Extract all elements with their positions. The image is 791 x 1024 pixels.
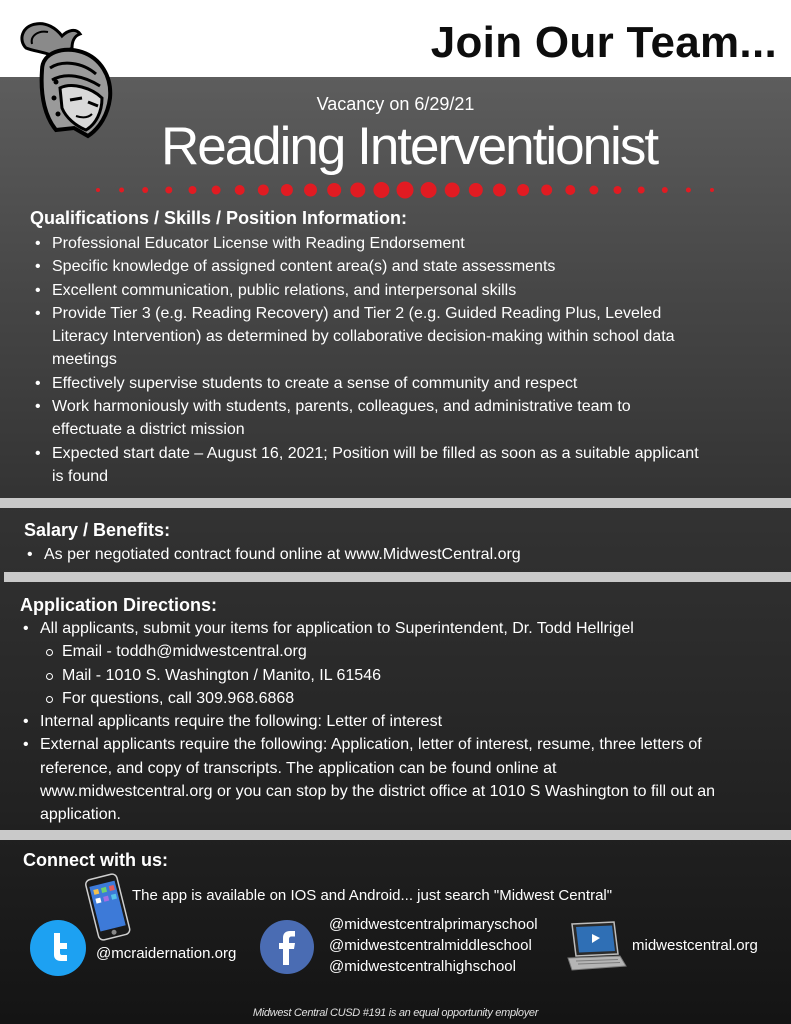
- decorative-dot: [235, 185, 245, 195]
- decorative-dot: [281, 184, 293, 196]
- facebook-pages: [329, 914, 538, 977]
- decorative-dot: [373, 182, 389, 198]
- section-divider: [0, 498, 791, 508]
- decorative-dot: [327, 183, 341, 197]
- decorative-dot: [212, 186, 221, 195]
- facebook-page-high[interactable]: @midwestcentralhighschool: [329, 958, 516, 975]
- list-item: • Effectively supervise students to create a sense of community and respect: [32, 372, 702, 395]
- list-item: • Provide Tier 3 (e.g. Reading Recovery) and Tier 2 (e.g. Guided Reading Plus, Leveled Literacy Intervention) as determined by collaborative decision-making within school data meetings: [32, 302, 702, 372]
- decorative-dot: [96, 188, 100, 192]
- decorative-dot: [350, 183, 365, 198]
- qualifications-heading: Qualifications / Skills / Position Information:: [30, 208, 408, 228]
- section-divider: [0, 830, 791, 840]
- list-item: • As per negotiated contract found online at www.MidwestCentral.org: [24, 543, 724, 566]
- email-contact: Email - toddh@midwestcentral.org: [40, 640, 732, 663]
- twitter-icon[interactable]: [29, 919, 87, 977]
- smartphone-icon: [80, 872, 136, 944]
- decorative-dot: [304, 184, 317, 197]
- list-item: • Work harmoniously with students, parents, colleagues, and administrative team to effectuate a district mission: [32, 395, 702, 442]
- application-list: [20, 617, 732, 827]
- facebook-page-middle[interactable]: @midwestcentralmiddleschool: [329, 937, 532, 954]
- list-item: • Professional Educator License with Reading Endorsement: [32, 232, 702, 255]
- list-item: [20, 617, 732, 710]
- decorative-dot: [493, 184, 506, 197]
- application-heading: Application Directions:: [20, 595, 218, 615]
- decorative-dot: [421, 182, 437, 198]
- salary-list: [24, 543, 724, 566]
- knight-helmet-logo: [16, 18, 120, 144]
- decorative-dot: [589, 186, 598, 195]
- application-intro: All applicants, submit your items for application to Superintendent, Dr. Todd Hellrigel: [40, 620, 634, 637]
- salary-heading: Salary / Benefits:: [24, 520, 171, 540]
- connect-heading: Connect with us:: [23, 850, 168, 870]
- facebook-page-primary[interactable]: @midwestcentralprimaryschool: [329, 916, 538, 933]
- app-availability-text: The app is available on IOS and Android... just search "Midwest Central": [132, 887, 613, 904]
- phone-contact: For questions, call 309.968.6868: [40, 687, 732, 710]
- decorative-dot: [397, 182, 414, 199]
- qualifications-list: [32, 232, 702, 488]
- list-item: • Specific knowledge of assigned content area(s) and state assessments: [32, 255, 702, 278]
- section-divider: [4, 572, 791, 582]
- job-title: Reading Interventionist: [160, 117, 658, 176]
- decorative-dot: [686, 188, 691, 193]
- decorative-dot: [258, 185, 269, 196]
- list-item: • Excellent communication, public relations, and interpersonal skills: [32, 279, 702, 302]
- decorative-dot: [189, 186, 197, 194]
- decorative-dot: [614, 186, 622, 194]
- join-our-team-headline: Join Our Team...: [430, 18, 777, 67]
- decorative-dot: [638, 187, 645, 194]
- list-item: • External applicants require the following: Application, letter of interest, resume, three letters of reference, and copy of transcripts. The application can be found online at www.midwestcentral.org or you can stop by the district office at 1010 S Washington to fill out an application.: [20, 733, 732, 826]
- decorative-dot: [142, 187, 148, 193]
- list-item: • Expected start date – August 16, 2021; Position will be filled as soon as a suitable applicant is found: [32, 442, 702, 489]
- facebook-icon[interactable]: [259, 919, 315, 975]
- decorative-dot: [469, 183, 483, 197]
- decorative-dot: [565, 185, 575, 195]
- contact-sublist: [40, 640, 732, 710]
- list-item: • Internal applicants require the following: Letter of interest: [20, 710, 732, 733]
- decorative-dot-divider: [90, 178, 720, 202]
- twitter-handle[interactable]: @mcraidernation.org: [96, 945, 237, 962]
- decorative-dot: [662, 187, 668, 193]
- decorative-dot: [710, 188, 714, 192]
- decorative-dot: [517, 184, 529, 196]
- decorative-dot: [445, 183, 460, 198]
- vacancy-date: Vacancy on 6/29/21: [316, 94, 475, 114]
- equal-opportunity-footer: Midwest Central CUSD #191 is an equal opportunity employer: [252, 1007, 539, 1019]
- decorative-dot: [165, 187, 172, 194]
- mail-contact: Mail - 1010 S. Washington / Manito, IL 61546: [40, 664, 732, 687]
- laptop-icon: [564, 920, 628, 974]
- decorative-dot: [119, 188, 124, 193]
- decorative-dot: [541, 185, 552, 196]
- website-link[interactable]: midwestcentral.org: [632, 937, 758, 954]
